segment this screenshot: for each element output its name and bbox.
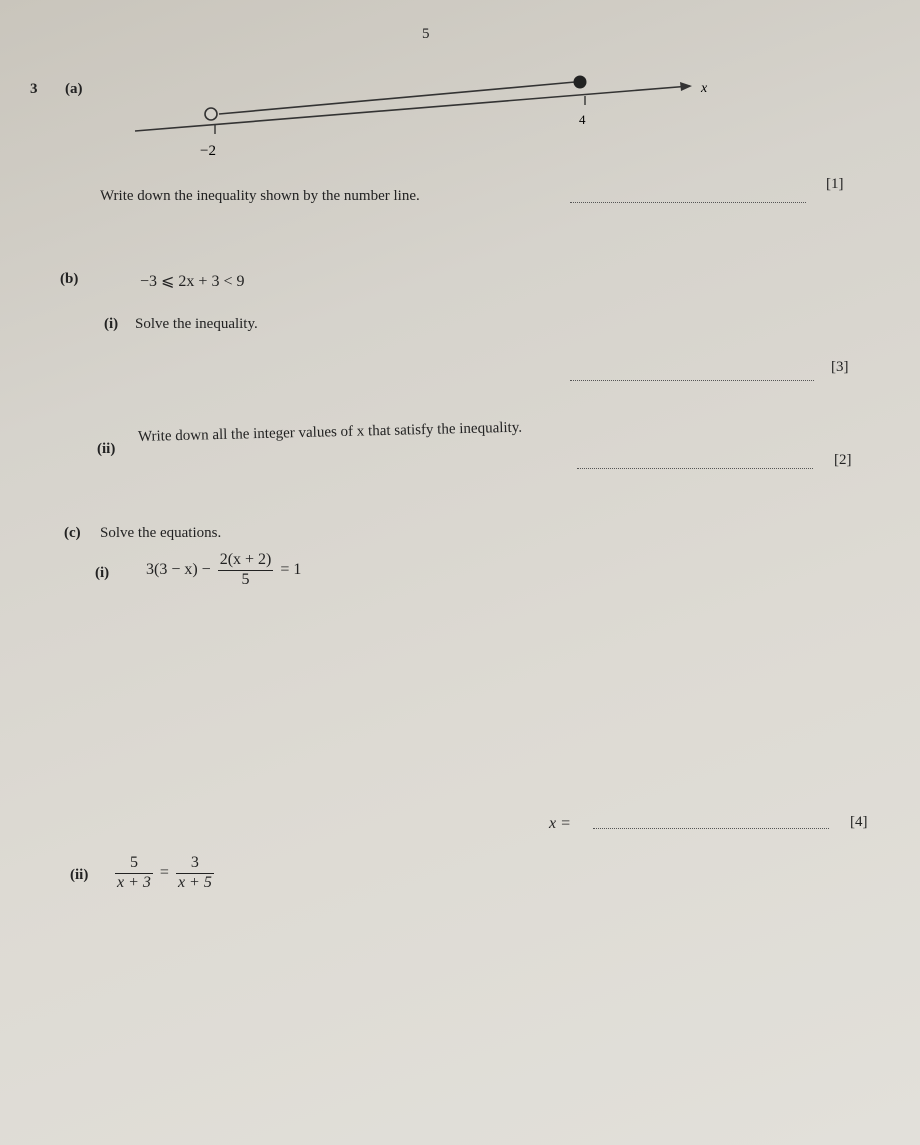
part-b-ii-prompt: Write down all the integer values of x that satisfy the inequality. [137, 419, 523, 445]
fraction-denominator: 5 [241, 570, 250, 588]
marks-a: [1] [826, 176, 844, 192]
equation-c-ii-fraction-2 [176, 855, 214, 892]
part-c-label: (c) [64, 525, 81, 541]
part-b-inequality: −3 ⩽ 2x + 3 < 9 [140, 273, 245, 290]
axis-x-label: x [701, 81, 708, 96]
fraction-1-numerator: 5 [115, 855, 153, 874]
answer-line-b-ii[interactable] [577, 468, 813, 469]
fraction-2-numerator: 3 [176, 855, 214, 874]
equation-c-i-rhs: = 1 [280, 560, 302, 578]
equation-c-i-lhs: 3(3 − x) − [146, 560, 211, 578]
part-a-label: (a) [65, 81, 83, 97]
fraction-2-denominator: x + 5 [177, 873, 212, 891]
part-b-ii-label: (ii) [97, 441, 116, 457]
part-a-prompt: Write down the inequality shown by the number line. [100, 188, 420, 204]
marks-c-i: [4] [850, 814, 868, 830]
part-b-i-prompt: Solve the inequality. [135, 316, 258, 332]
equation-c-i [146, 552, 301, 589]
answer-line-c-i[interactable] [593, 828, 829, 829]
left-value-label: −2 [200, 143, 216, 159]
open-circle [205, 108, 217, 120]
marks-b-i: [3] [831, 359, 849, 375]
equation-c-ii-equals: = [159, 863, 169, 881]
axis-arrow [680, 82, 692, 91]
filled-circle [574, 76, 587, 89]
right-value-label: 4 [579, 112, 586, 127]
question-number: 3 [30, 81, 38, 97]
part-b-label: (b) [60, 271, 79, 287]
fraction-numerator: 2(x + 2) [218, 552, 274, 571]
part-c-prompt: Solve the equations. [100, 525, 222, 541]
answer-line-b-i[interactable] [570, 380, 814, 381]
equation-c-ii-fraction-1 [115, 855, 153, 892]
number-line-axis [135, 86, 690, 131]
part-b-i-label: (i) [104, 316, 119, 332]
part-c-ii-label: (ii) [70, 867, 89, 883]
answer-prefix-c-i: x = [549, 815, 571, 832]
answer-line-a[interactable] [570, 202, 806, 203]
page-number: 5 [422, 26, 430, 42]
equation-c-ii [112, 855, 217, 892]
equation-c-i-fraction [218, 552, 274, 589]
fraction-1-denominator: x + 3 [117, 873, 151, 891]
marks-b-ii: [2] [834, 452, 852, 468]
part-c-i-label: (i) [95, 565, 110, 581]
number-line-diagram [0, 0, 920, 170]
